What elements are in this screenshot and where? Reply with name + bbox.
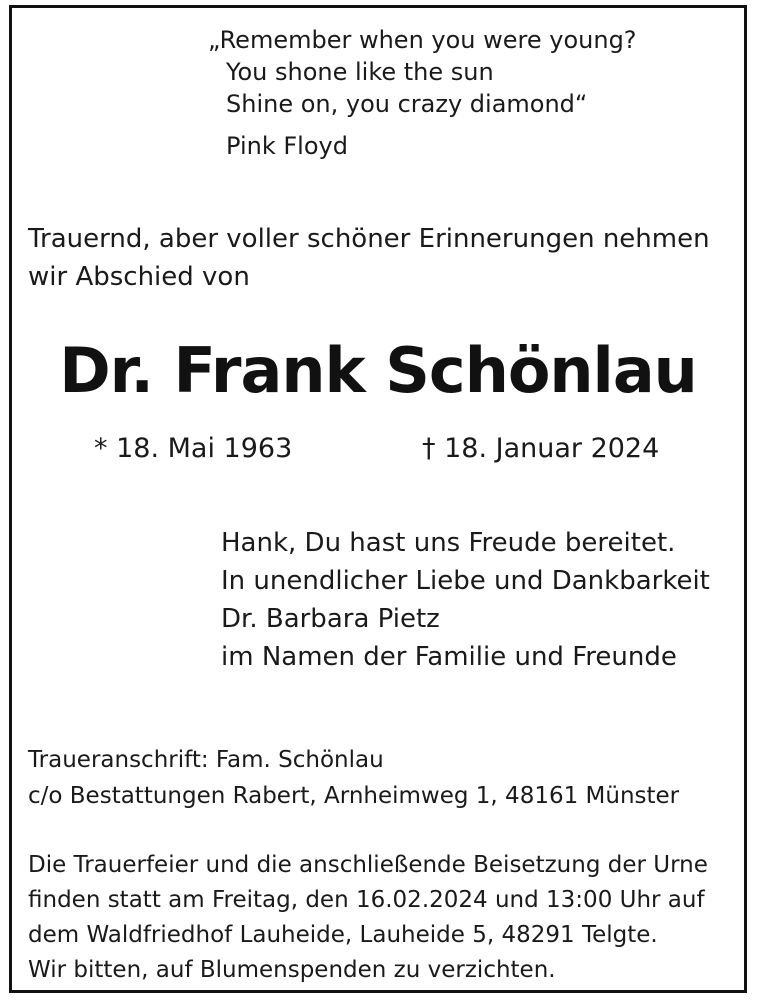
address-line-1: Traueranschrift: Fam. Schönlau bbox=[28, 747, 384, 773]
ceremony-line-2: finden statt am Freitag, den 16.02.2024 und 13:00 Uhr auf bbox=[28, 887, 705, 913]
death-date: † 18. Januar 2024 bbox=[422, 433, 660, 464]
message-line-3: Dr. Barbara Pietz bbox=[221, 604, 440, 634]
message-line-2: In unendlicher Liebe und Dankbarkeit bbox=[221, 566, 710, 596]
address-line-2: c/o Bestattungen Rabert, Arnheimweg 1, 48161 Münster bbox=[28, 783, 680, 809]
ceremony-line-3: dem Waldfriedhof Lauheide, Lauheide 5, 48291 Telgte. bbox=[28, 922, 658, 948]
quote-author: Pink Floyd bbox=[226, 132, 348, 160]
intro-text bbox=[28, 220, 710, 296]
mourning-address bbox=[28, 742, 679, 814]
ceremony-line-4: Wir bitten, auf Blumenspenden zu verzichten. bbox=[28, 957, 556, 983]
deceased-name: Dr. Frank Schönlau bbox=[59, 334, 697, 407]
quote-line-2: You shone like the sun bbox=[226, 58, 494, 86]
quote-line-1: „Remember when you were young? bbox=[208, 26, 637, 54]
ceremony-info bbox=[28, 848, 708, 988]
obituary-notice bbox=[9, 5, 747, 993]
intro-line-2: wir Abschied von bbox=[28, 262, 250, 292]
intro-line-1: Trauernd, aber voller schöner Erinnerungen nehmen bbox=[28, 224, 710, 254]
quote-block bbox=[208, 24, 637, 162]
message-line-1: Hank, Du hast uns Freude bereitet. bbox=[221, 528, 676, 558]
ceremony-line-1: Die Trauerfeier und die anschließende Beisetzung der Urne bbox=[28, 852, 708, 878]
quote-line-3: Shine on, you crazy diamond“ bbox=[226, 90, 588, 118]
message-line-4: im Namen der Familie und Freunde bbox=[221, 642, 677, 672]
birth-date: * 18. Mai 1963 bbox=[94, 433, 293, 464]
family-message bbox=[221, 524, 710, 676]
